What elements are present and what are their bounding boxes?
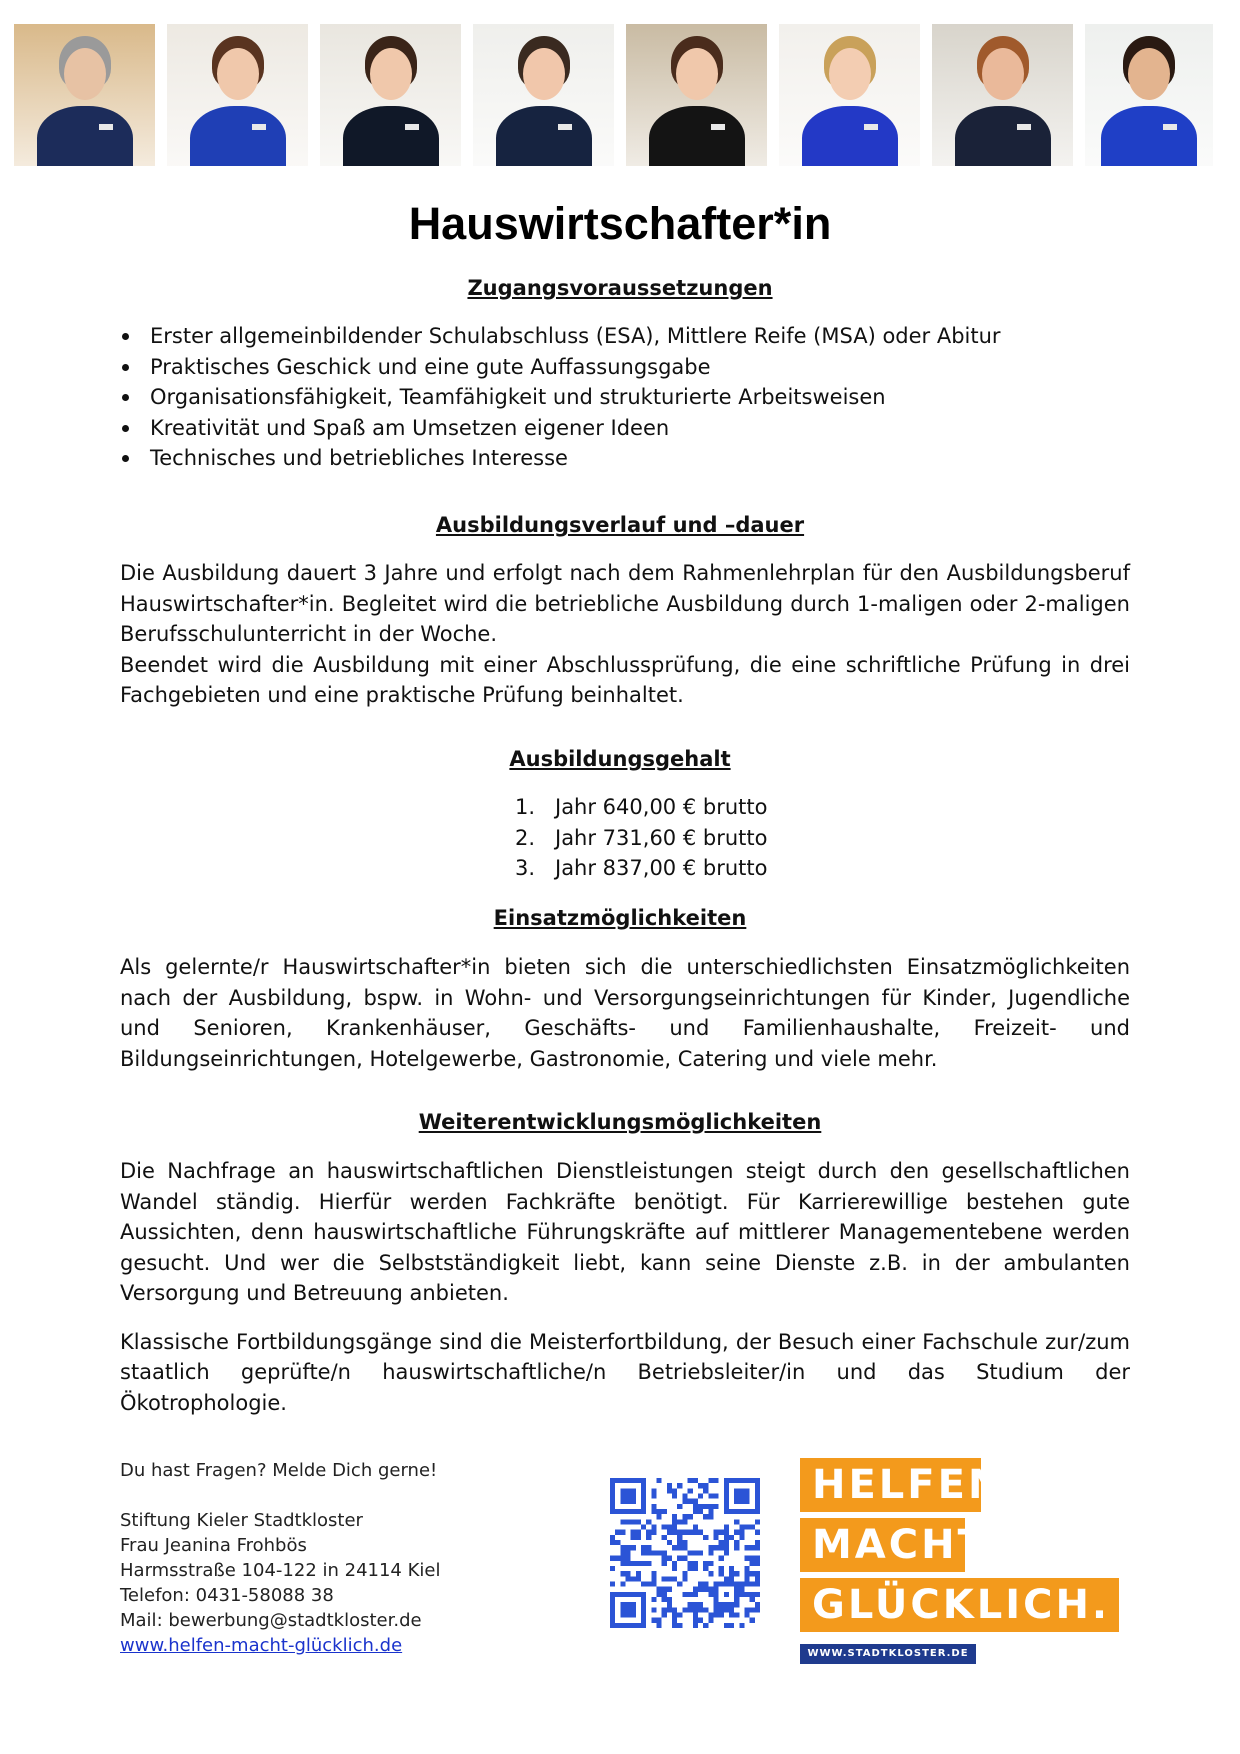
staff-photo-8 [1085,24,1213,166]
heading-jobs: Einsatzmöglichkeiten [493,906,747,930]
staff-photo-2 [167,24,308,166]
staff-photo-1 [14,24,155,166]
photo-strip [14,24,1226,166]
list-item [120,382,1130,413]
spacer [120,1483,440,1508]
jobs-section [120,952,1130,1074]
requirements-list [120,321,1130,474]
bullet-icon [122,364,129,371]
contact-question: Du hast Fragen? Melde Dich gerne! [120,1460,438,1481]
course-section [120,558,1130,711]
contact-phone: Telefon: 0431-58088 38 [120,1585,334,1606]
salary-list [515,792,767,884]
list-item [120,352,1130,383]
heading-development: Weiterentwicklungsmöglichkeiten [418,1110,822,1134]
staff-photo-5 [626,24,767,166]
website-link[interactable]: www.helfen-macht-glücklich.de [120,1635,403,1656]
contact-block [120,1458,440,1658]
salary-item-number: 1. [515,795,536,819]
development-paragraph-2: Klassische Fortbildungsgänge sind die Meisterfortbildung, der Besuch einer Fachschule zur/zum staatlich geprüfte/n hauswirtschaftliche/n Betriebsleiter/in und das Studium der Ökotrophologie. [120,1329,1130,1415]
list-item-text: Organisationsfähigkeit, Teamfähigkeit und strukturierte Arbeitsweisen [150,385,886,409]
salary-item [515,853,767,884]
list-item [120,443,1130,474]
logo-line-1: HELFEN [800,1458,981,1512]
list-item-text: Technisches und betriebliches Interesse [150,446,568,470]
bullet-icon [122,455,129,462]
jobs-paragraph: Als gelernte/r Hauswirtschafter*in bieten sich die unterschiedlichsten Einsatzmöglichkeiten nach der Ausbildung, bspw. in Wohn- und Versorgungseinrichtungen für Kinder, Jugendliche und Senioren, Krankenhäuser, Geschäfts- und Familienhaushalte, Freizeit- und Bildungseinrichtungen, Hotelgewerbe, Gastronomie, Catering und viele mehr. [120,955,1130,1071]
heading-requirements: Zugangsvoraussetzungen [467,276,773,300]
staff-photo-4 [473,24,614,166]
salary-item-text: Jahr 837,00 € brutto [555,856,768,880]
contact-mail: Mail: bewerbung@stadtkloster.de [120,1610,422,1631]
staff-photo-6 [779,24,920,166]
salary-item-number: 2. [515,825,536,850]
helfen-macht-gluecklich-logo [800,1458,1125,1673]
contact-address: Harmsstraße 104-122 in 24114 Kiel [120,1560,441,1581]
salary-item-text: Jahr 731,60 € brutto [555,825,768,850]
staff-photo-3 [320,24,461,166]
requirements-section [120,321,1130,474]
staff-photo-7 [932,24,1073,166]
bullet-icon [122,425,129,432]
bullet-icon [122,394,129,401]
logo-line-2: MACHT [800,1518,965,1572]
salary-item-number: 3. [515,856,536,880]
course-paragraph-1: Die Ausbildung dauert 3 Jahre und erfolgt nach dem Rahmenlehrplan für den Ausbildungsberuf Hauswirtschafter*in. Begleitet wird die betriebliche Ausbildung durch 1-maligen oder 2-maligen Berufsschulunterricht in der Woche. [120,561,1130,646]
heading-course: Ausbildungsverlauf und –dauer [435,513,805,537]
heading-salary: Ausbildungsgehalt [509,747,731,771]
development-section [120,1156,1130,1418]
salary-item [515,792,767,823]
logo-line-3: GLÜCKLICH. [800,1578,1119,1632]
list-item [120,321,1130,352]
contact-person: Frau Jeanina Frohbös [120,1535,307,1556]
salary-item-text: Jahr 640,00 € brutto [555,795,768,819]
logo-url: WWW.STADTKLOSTER.DE [800,1644,976,1664]
list-item-text: Praktisches Geschick und eine gute Auffassungsgabe [150,354,711,379]
bullet-icon [122,333,129,340]
list-item-text: Kreativität und Spaß am Umsetzen eigener Ideen [150,415,670,440]
salary-item [515,823,767,854]
list-item-text: Erster allgemeinbildender Schulabschluss (ESA), Mittlere Reife (MSA) oder Abitur [150,324,1001,348]
contact-organization: Stiftung Kieler Stadtkloster [120,1510,363,1531]
list-item [120,413,1130,444]
development-paragraph-1: Die Nachfrage an hauswirtschaftlichen Dienstleistungen steigt durch den gesellschaftlichen Wandel ständig. Hierfür werden Fachkräfte benötigt. Für Karrierewillige bestehen gute Aussichten, denn hauswirtschaftliche Führungskräfte auf mittlerer Managementebene werden gesucht. Und wer die Selbstständigkeit liebt, kann seine Dienste z.B. in der ambulanten Versorgung und Betreuung anbieten. [120,1159,1130,1305]
page-title: Hauswirtschafter*in [408,198,832,249]
course-paragraph-2: Beendet wird die Ausbildung mit einer Abschlussprüfung, die eine schriftliche Prüfung in drei Fachgebieten und eine praktische Prüfung beinhaltet. [120,652,1130,707]
qr-code-icon[interactable] [610,1478,760,1628]
